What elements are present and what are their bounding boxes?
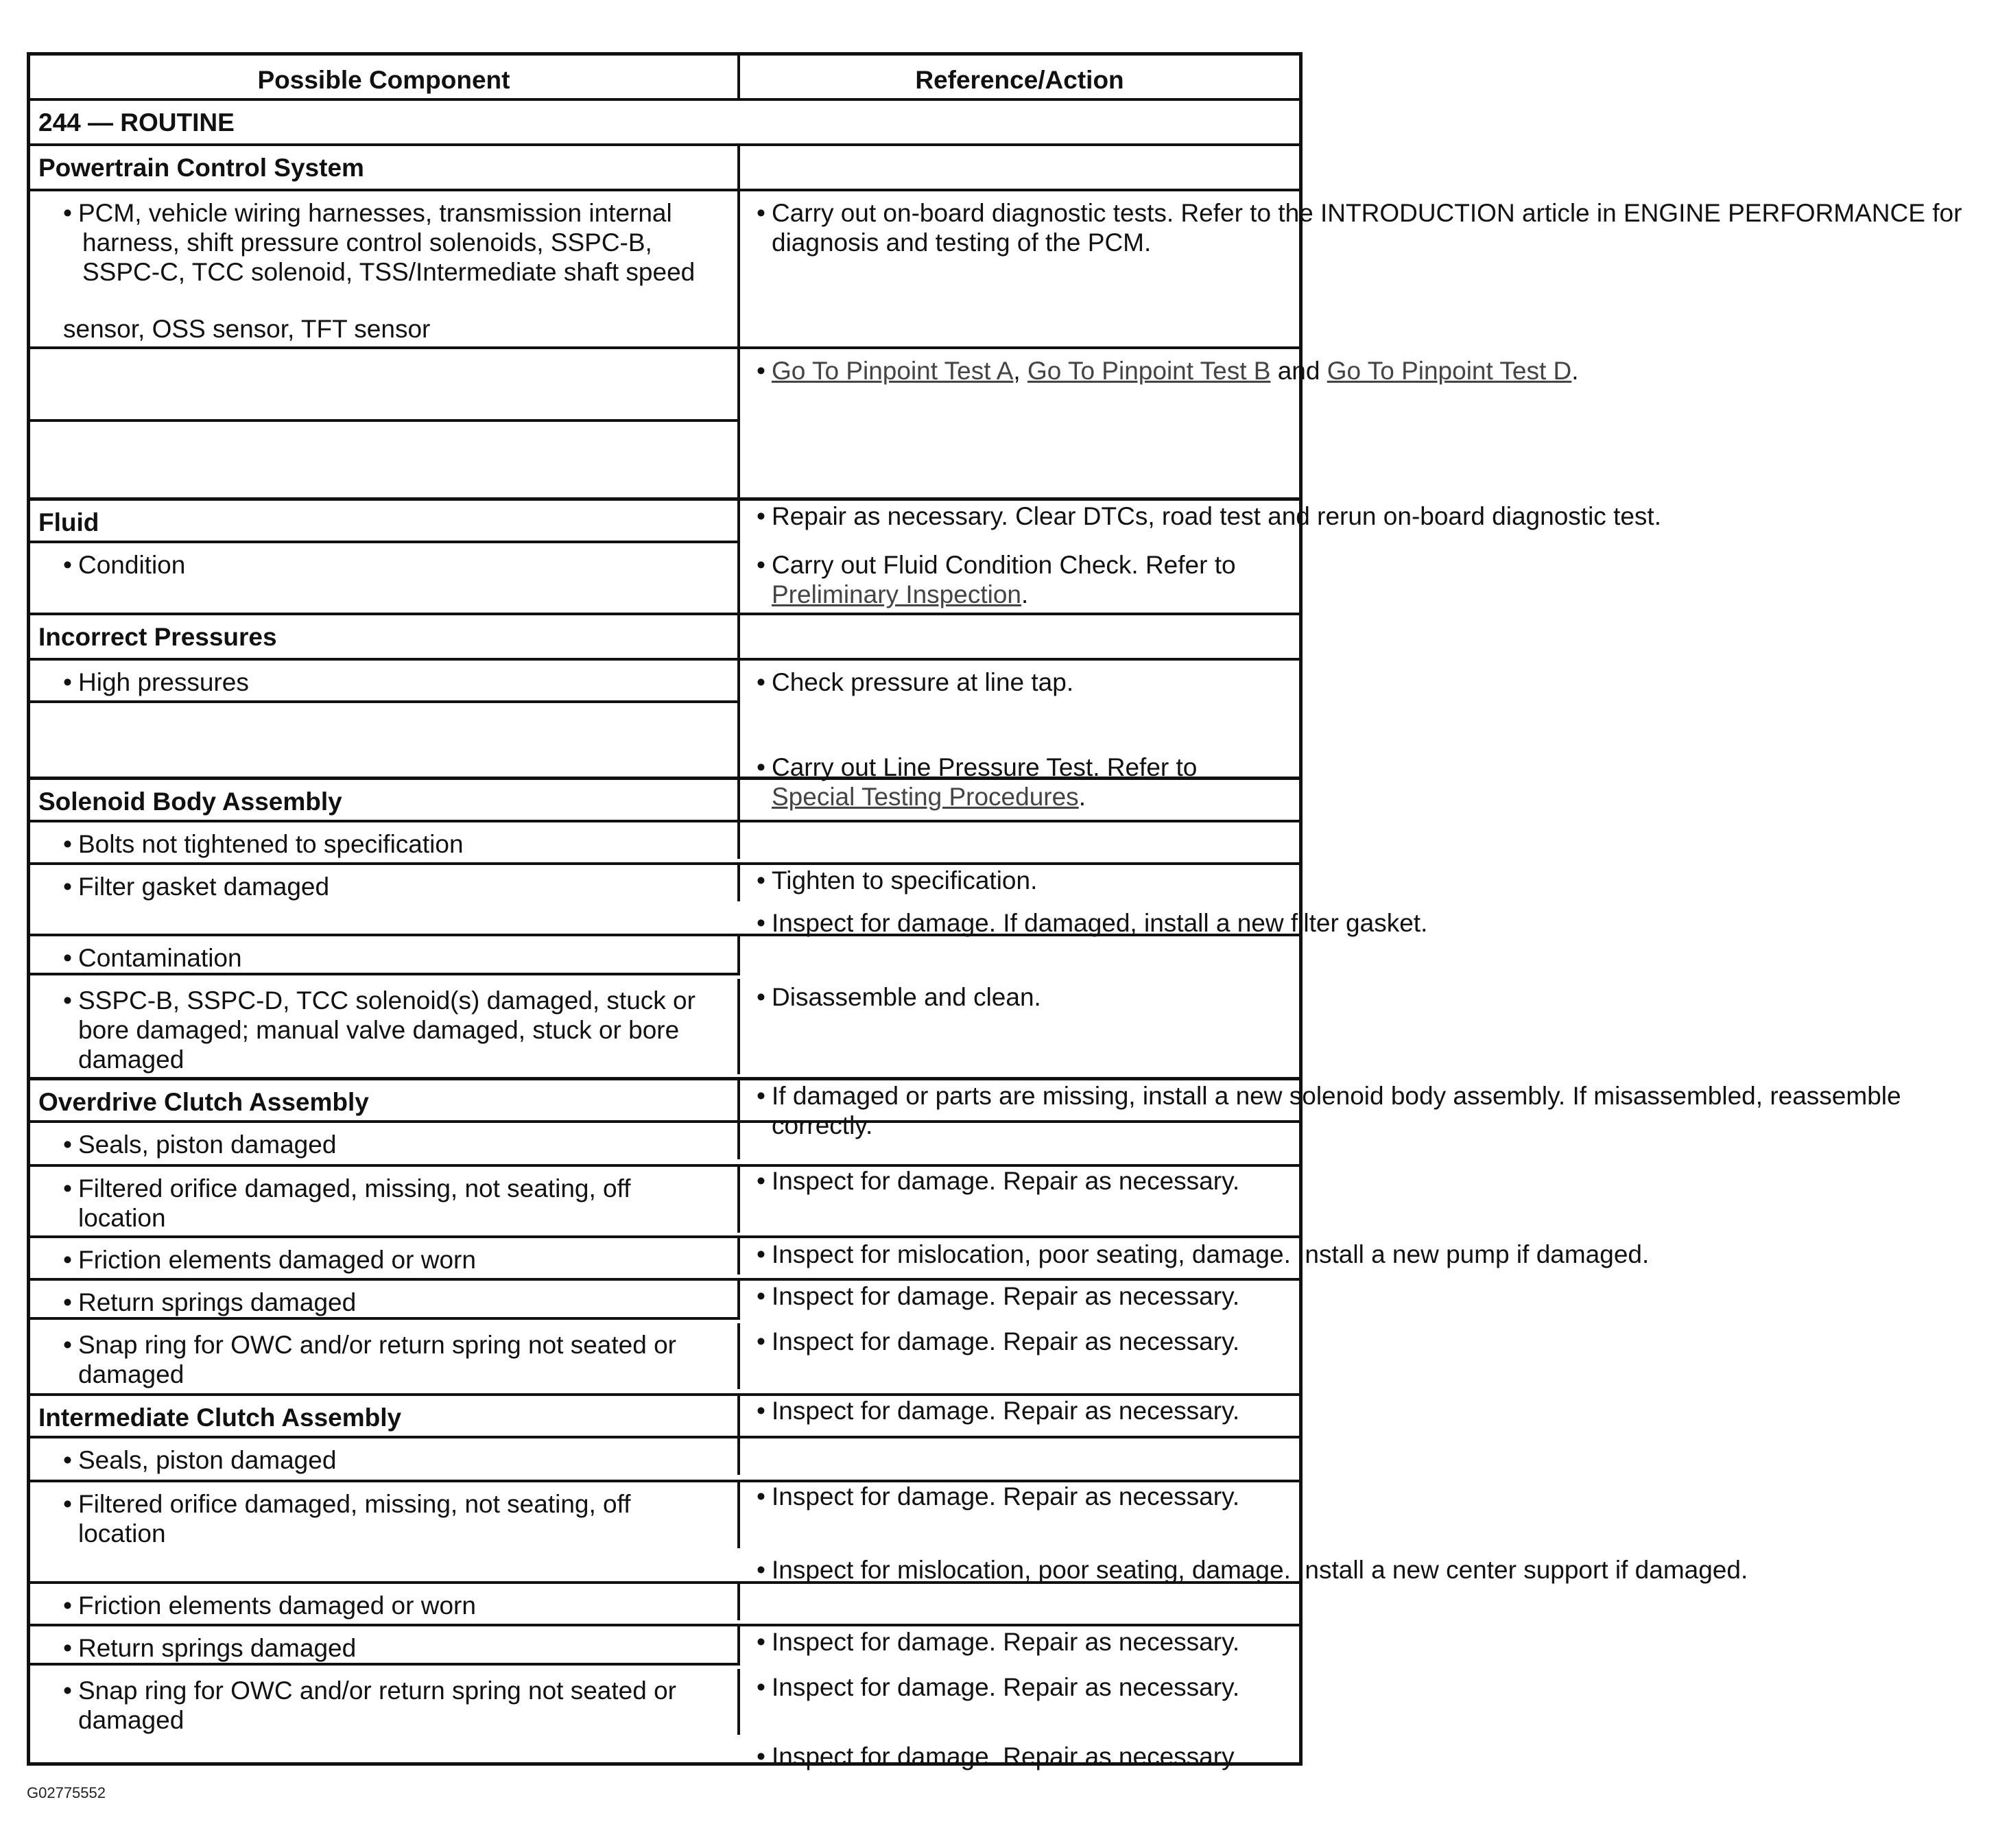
section-row-overdrive — [30, 1080, 1299, 1123]
link-end: . — [1078, 783, 1086, 811]
bullet-icon: • — [63, 1490, 72, 1518]
component-cell — [30, 1167, 740, 1233]
section-title-pressures: Incorrect Pressures — [30, 615, 740, 658]
action-cell — [740, 191, 2009, 257]
section-row-solenoid — [30, 780, 1299, 822]
bullet-icon: • — [757, 1556, 765, 1584]
action-text: Inspect for mislocation, poor seating, damage. Install a new center support if damaged. — [772, 1556, 1748, 1584]
action-text: Inspect for damage. Repair as necessary. — [772, 1282, 1240, 1310]
bullet-icon: • — [757, 1482, 765, 1511]
special-testing-procedures-link[interactable]: Special Testing Procedures — [772, 783, 1079, 811]
bullet-icon: • — [757, 1282, 765, 1310]
component-line: harness, shift pressure control solenoids, SSPC-B, — [82, 228, 652, 257]
component-cell — [30, 1438, 740, 1475]
component-empty-cell — [30, 422, 740, 497]
section-empty-cell — [740, 780, 1299, 820]
action-text: Inspect for damage. Repair as necessary. — [772, 1742, 1240, 1770]
action-cell — [740, 1735, 2009, 1771]
bullet-icon: • — [63, 1591, 72, 1620]
action-text: Inspect for damage. Repair as necessary. — [772, 1167, 1240, 1195]
bullet-icon: • — [63, 944, 72, 972]
figure-id: G02775552 — [27, 1784, 106, 1801]
bullet-icon: • — [757, 502, 765, 530]
component-line: PCM, vehicle wiring harnesses, transmission internal — [78, 199, 672, 227]
component-text: Condition — [78, 551, 186, 579]
action-cell — [740, 1548, 2009, 1585]
component-cell — [30, 1626, 740, 1666]
component-line: SSPC-C, TCC solenoid, TSS/Intermediate shaft speed — [82, 258, 696, 286]
component-text — [63, 198, 724, 344]
section-row-fluid — [30, 497, 1299, 615]
bullet-icon: • — [63, 1130, 72, 1159]
action-text: Inspect for damage. Repair as necessary. — [772, 1628, 1240, 1656]
bullet-icon: • — [63, 668, 72, 696]
header-possible-component: Possible Component — [30, 56, 740, 98]
table-row — [30, 1669, 1299, 1770]
bullet-icon: • — [63, 1288, 72, 1316]
section-title-intermediate: Intermediate Clutch Assembly — [30, 1396, 740, 1436]
component-cell — [30, 936, 740, 975]
link-separator: , — [1013, 357, 1027, 385]
bullet-icon: • — [757, 1327, 765, 1355]
action-text: Inspect for damage. Repair as necessary. — [772, 1327, 1240, 1355]
action-text: Carry out Fluid Condition Check. Refer to — [772, 551, 1236, 579]
component-line: sensor, OSS sensor, TFT sensor — [63, 315, 431, 343]
component-cell — [30, 979, 740, 1074]
table-header-row — [30, 56, 1299, 101]
table-row — [30, 865, 1428, 937]
action-text: Inspect for damage. Repair as necessary. — [772, 1482, 1240, 1511]
component-cell — [30, 1584, 740, 1620]
action-text: Inspect for damage. Repair as necessary. — [772, 1673, 1240, 1701]
routine-title: 244 — ROUTINE — [38, 108, 235, 137]
component-text: Contamination — [78, 944, 242, 972]
table-row — [30, 1626, 1299, 1701]
action-text: Disassemble and clean. — [772, 983, 1041, 1011]
section-empty-cell — [740, 146, 1299, 189]
component-text: Bolts not tightened to specification — [78, 830, 464, 858]
pinpoint-test-b-link[interactable]: Go To Pinpoint Test B — [1027, 357, 1271, 385]
action-cell — [740, 661, 2009, 703]
bullet-icon: • — [63, 1446, 72, 1474]
action-cell — [740, 501, 2009, 609]
section-empty-cell — [740, 615, 1299, 658]
bullet-icon: • — [63, 551, 72, 579]
bullet-icon: • — [63, 873, 72, 901]
section-title-fluid: Fluid — [30, 501, 740, 543]
action-text: Tighten to specification. — [772, 866, 1038, 895]
component-text: Friction elements damaged or worn — [78, 1246, 476, 1274]
component-cell — [30, 1323, 740, 1389]
section-empty-cell — [740, 1080, 1299, 1120]
component-empty-cell — [30, 349, 740, 422]
bullet-icon: • — [63, 830, 72, 858]
section-title-solenoid: Solenoid Body Assembly — [30, 780, 740, 820]
bullet-icon: • — [757, 551, 765, 579]
component-text: Snap ring for OWC and/or return spring not seated or damaged — [78, 1677, 676, 1734]
bullet-icon: • — [757, 1673, 765, 1701]
action-text: Inspect for mislocation, poor seating, damage. Install a new pump if damaged. — [772, 1240, 1650, 1268]
bullet-icon: • — [63, 1246, 72, 1274]
component-cell — [30, 1281, 740, 1320]
table-row — [30, 1123, 1299, 1195]
section-title-overdrive: Overdrive Clutch Assembly — [30, 1080, 740, 1120]
action-text: Repair as necessary. Clear DTCs, road test and rerun on-board diagnostic test. — [772, 502, 1661, 530]
action-text: Carry out Line Pressure Test. Refer to — [772, 753, 1198, 781]
header-reference-action: Reference/Action — [915, 66, 1124, 94]
bullet-icon: • — [757, 1167, 765, 1195]
component-text: SSPC-B, SSPC-D, TCC solenoid(s) damaged, stuck or bore damaged; manual valve damaged, stuck or bore damaged — [78, 986, 696, 1074]
component-cell — [30, 661, 740, 703]
component-cell — [30, 1482, 740, 1548]
component-text: Filtered orifice damaged, missing, not seating, off location — [78, 1174, 631, 1232]
bullet-icon: • — [63, 1634, 72, 1662]
bullet-icon: • — [757, 1628, 765, 1656]
bullet-icon: • — [757, 1082, 765, 1110]
table-row — [30, 936, 1299, 1011]
pinpoint-test-d-link[interactable]: Go To Pinpoint Test D — [1327, 357, 1572, 385]
bullet-icon: • — [757, 199, 765, 227]
action-text: Inspect for damage. If damaged, install a new filter gasket. — [772, 909, 1428, 937]
component-cell — [30, 1669, 740, 1735]
bullet-icon: • — [63, 986, 72, 1015]
action-cell — [740, 901, 2009, 938]
component-text: High pressures — [78, 668, 249, 696]
component-cell — [30, 543, 740, 613]
component-text: Return springs damaged — [78, 1288, 357, 1316]
section-row-powertrain — [30, 146, 1299, 191]
table-row — [30, 1281, 1299, 1355]
component-cell — [30, 865, 740, 901]
component-text: Return springs damaged — [78, 1634, 357, 1662]
action-cell — [740, 349, 2009, 422]
component-text: Friction elements damaged or worn — [78, 1591, 476, 1620]
bullet-icon: • — [757, 753, 765, 781]
section-row-pressures — [30, 615, 1299, 661]
bullet-icon: • — [63, 1174, 72, 1203]
link-end: . — [1021, 580, 1029, 608]
bullet-icon: • — [757, 1397, 765, 1425]
action-text: Check pressure at line tap. — [772, 668, 1074, 696]
component-text: Snap ring for OWC and/or return spring not seated or damaged — [78, 1331, 676, 1388]
bullet-icon: • — [757, 668, 765, 696]
action-text: Inspect for damage. Repair as necessary. — [772, 1397, 1240, 1425]
component-cell — [30, 1123, 740, 1159]
table-row — [30, 1438, 1299, 1511]
section-empty-cell — [740, 1396, 1299, 1436]
bullet-icon: • — [63, 199, 72, 227]
diagnostic-table — [27, 52, 1962, 1770]
component-cell — [30, 191, 740, 346]
bullet-icon: • — [757, 357, 765, 385]
link-end: . — [1571, 357, 1579, 385]
component-cell — [30, 1238, 740, 1275]
bullet-icon: • — [757, 1240, 765, 1268]
bullet-icon: • — [757, 1742, 765, 1770]
preliminary-inspection-link[interactable]: Preliminary Inspection — [772, 580, 1021, 608]
link-separator: and — [1270, 357, 1327, 385]
component-text: Seals, piston damaged — [78, 1130, 337, 1159]
section-row-intermediate — [30, 1396, 1299, 1438]
section-title-powertrain: Powertrain Control System — [30, 146, 740, 189]
bullet-icon: • — [63, 1331, 72, 1359]
bullet-icon: • — [757, 866, 765, 895]
component-cell — [30, 822, 740, 859]
pinpoint-test-a-link[interactable]: Go To Pinpoint Test A — [772, 357, 1014, 385]
action-text: Carry out on-board diagnostic tests. Refer to the INTRODUCTION article in ENGINE PERFORMANCE for diagnosis and testing of the PCM. — [772, 199, 1962, 257]
action-text: If damaged or parts are missing, install a new solenoid body assembly. If misassembled, reassemble correctly. — [772, 1082, 1901, 1139]
component-text: Seals, piston damaged — [78, 1446, 337, 1474]
bullet-icon: • — [757, 909, 765, 937]
bullet-icon: • — [63, 1677, 72, 1705]
table-row — [30, 1482, 1748, 1584]
component-empty-cell — [30, 703, 740, 777]
bullet-icon: • — [757, 983, 765, 1011]
component-text: Filter gasket damaged — [78, 873, 330, 901]
title-row — [30, 101, 1299, 146]
table-row — [30, 191, 1962, 349]
component-text: Filtered orifice damaged, missing, not seating, off location — [78, 1490, 631, 1548]
